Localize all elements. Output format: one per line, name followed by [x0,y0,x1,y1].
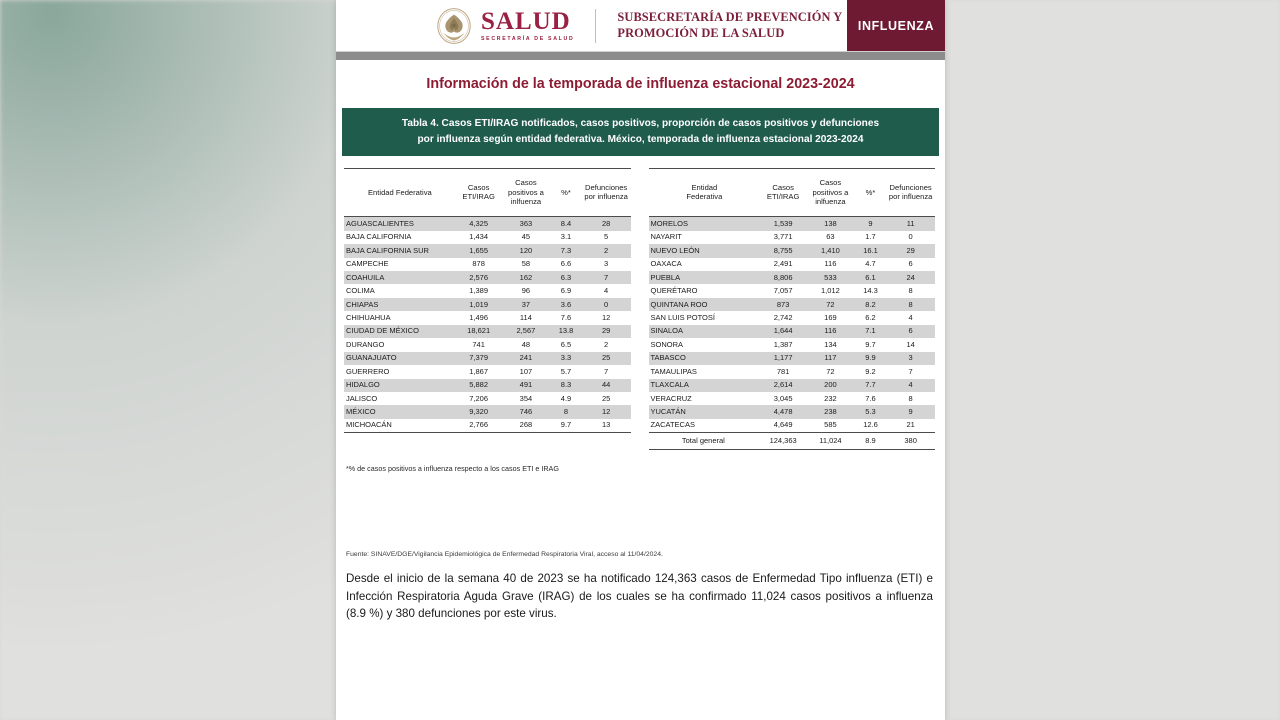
cell-defunciones: 3 [604,259,609,269]
cell-defunciones: 13 [582,419,631,433]
cell-entidad: SAN LUIS POTOSÍ [650,312,715,322]
col-header-positivos-l1: Casos [819,178,842,188]
table-row [344,311,631,324]
table-row [649,392,936,405]
table-row [649,244,936,257]
mexican-coat-of-arms-icon [436,7,472,45]
cell-casos-positivos: 58 [521,259,531,269]
cell-porcentaje: 16.1 [855,244,887,257]
cell-casos-positivos: 232 [824,393,837,403]
cell-casos-positivos: 96 [521,286,531,296]
cell-entidad: TAMAULIPAS [650,366,697,376]
cell-casos-eti-irag: 1,434 [469,232,489,242]
table-row [344,392,631,405]
cell-casos-positivos: 37 [502,298,551,311]
cell-casos-eti-irag: 5,882 [456,379,502,392]
table-header-row [649,169,936,217]
cell-porcentaje: 14.3 [863,286,878,296]
table-total-row [649,433,936,449]
cell-entidad: AGUASCALIENTES [344,217,456,231]
cell-total-casos-positivos: 11,024 [806,433,855,449]
cell-casos-positivos: 1,012 [821,286,840,296]
cell-defunciones: 29 [886,244,935,257]
cell-defunciones: 7 [604,366,609,376]
cell-total-casos-eti-irag: 124,363 [760,433,806,449]
cell-casos-positivos: 162 [502,271,551,284]
cell-entidad: HIDALGO [344,379,456,392]
cell-porcentaje: 6.1 [855,271,887,284]
col-header-positivos [806,169,855,217]
cell-porcentaje: 9.9 [855,352,887,365]
salud-brand-subtitle: SECRETARÍA DE SALUD [481,35,575,42]
table-row [344,379,631,392]
table-caption [342,108,939,156]
col-header-pct: %* [550,169,582,217]
cell-casos-eti-irag: 1,389 [469,286,489,296]
cell-defunciones: 2 [582,244,631,257]
col-header-defunciones [582,169,631,217]
cell-porcentaje: 9.2 [865,366,876,376]
cell-entidad: JALISCO [346,393,378,403]
cell-porcentaje: 5.3 [855,405,887,418]
cell-entidad: QUERÉTARO [650,286,698,296]
cell-total-defunciones: 380 [886,433,935,449]
cell-entidad: NUEVO LEÓN [649,244,761,257]
cell-entidad: CIUDAD DE MÉXICO [344,325,456,338]
cell-defunciones: 29 [582,325,631,338]
cell-entidad: QUINTANA ROO [649,298,761,311]
cell-porcentaje: 9 [855,217,887,231]
table-row [649,217,936,231]
table-row [344,284,631,297]
cell-defunciones: 7 [908,366,913,376]
col-header-positivos-l3: inlfuenza [510,197,542,207]
cell-entidad: COAHUILA [344,271,456,284]
table-row [344,244,631,257]
cell-casos-positivos: 107 [519,366,533,376]
cell-porcentaje: 3.1 [560,232,572,242]
cell-defunciones: 12 [582,405,631,418]
cell-casos-eti-irag: 7,206 [469,393,489,403]
table-row [344,352,631,365]
cell-porcentaje: 7.1 [855,325,887,338]
cell-casos-eti-irag: 878 [472,259,485,269]
cell-porcentaje: 3.6 [550,298,582,311]
cell-casos-eti-irag: 2,742 [773,312,793,322]
cell-entidad: SINALOA [649,325,761,338]
salud-brand-text: SALUD [481,7,571,35]
cell-entidad: MÉXICO [344,405,456,418]
cell-casos-positivos: 48 [521,339,531,349]
cell-casos-positivos: 354 [519,393,533,403]
cell-casos-eti-irag: 1,019 [456,298,502,311]
cell-porcentaje: 6.3 [550,271,582,284]
cell-casos-positivos: 116 [824,259,837,269]
cell-casos-eti-irag: 7,057 [773,286,793,296]
cell-entidad: DURANGO [346,339,385,349]
subsecretaria-title [617,10,842,40]
cell-defunciones: 6 [886,325,935,338]
col-header-casos [760,169,806,217]
cell-entidad: CHIHUAHUA [346,312,391,322]
cell-entidad: ZACATECAS [650,420,695,430]
cell-casos-positivos: 63 [826,232,835,242]
cell-entidad: TABASCO [649,352,761,365]
col-header-entidad-l1: Entidad [691,182,718,192]
cell-casos-positivos: 116 [806,325,855,338]
cell-porcentaje: 4.9 [560,393,572,403]
col-header-entidad: Entidad Federativa [344,169,456,217]
cell-casos-positivos: 169 [824,312,837,322]
cell-casos-positivos: 45 [521,232,531,242]
cell-defunciones: 0 [908,232,913,242]
cell-defunciones: 25 [601,393,611,403]
cell-casos-eti-irag: 4,478 [760,405,806,418]
cell-casos-eti-irag: 2,614 [760,379,806,392]
table-row [344,325,631,338]
col-header-casos-l2: ETI/IRAG [766,192,800,202]
cell-entidad: BAJA CALIFORNIA SUR [344,244,456,257]
cell-entidad: YUCATÁN [649,405,761,418]
cell-casos-eti-irag: 4,325 [456,217,502,231]
cell-casos-eti-irag: 2,766 [456,419,502,433]
cell-casos-positivos: 72 [806,298,855,311]
cell-casos-eti-irag: 3,045 [773,393,793,403]
cell-porcentaje: 4.7 [865,259,876,269]
cell-casos-positivos: 114 [519,312,532,322]
right-table-wrapper [649,168,936,449]
table-row [344,419,631,433]
cell-casos-eti-irag: 9,320 [456,405,502,418]
cell-casos-eti-irag: 741 [472,339,485,349]
cell-porcentaje: 8.2 [855,298,887,311]
cell-casos-positivos: 1,410 [806,244,855,257]
cell-casos-positivos: 134 [824,339,837,349]
cell-porcentaje: 6.5 [560,339,572,349]
cell-defunciones: 2 [604,339,609,349]
cell-entidad: MORELOS [649,217,761,231]
table-row [344,231,631,244]
table-row [344,405,631,418]
cell-entidad: CAMPECHE [346,259,389,269]
masthead [336,0,945,52]
col-header-positivos-l3: inlfuenza [815,197,846,207]
col-header-positivos-l2: positivos a [812,187,849,197]
table-row [649,325,936,338]
table-row [649,298,936,311]
left-data-table [344,168,631,433]
cell-casos-positivos: 363 [502,217,551,231]
cell-porcentaje: 7.3 [550,244,582,257]
table-row [344,338,631,351]
cell-casos-eti-irag: 4,649 [773,420,793,430]
col-header-casos-l1: Casos [772,182,794,192]
right-data-table [649,168,936,449]
table-row [649,365,936,378]
cell-casos-positivos: 268 [502,419,551,433]
cell-casos-eti-irag: 1,177 [760,352,806,365]
subsecretaria-line-2: PROMOCIÓN DE LA SALUD [617,25,785,40]
cell-entidad: TLAXCALA [649,379,761,392]
page-title: Información de la temporada de influenza estacional 2023-2024 [426,76,855,92]
cell-entidad: BAJA CALIFORNIA [346,232,412,242]
col-header-pct: %* [855,169,887,217]
col-header-defunciones-l2: por influenza [888,192,933,202]
cell-entidad: COLIMA [346,286,375,296]
cell-casos-eti-irag: 8,806 [760,271,806,284]
table-row [344,365,631,378]
salud-wordmark [481,9,574,42]
cell-porcentaje: 8.3 [550,379,582,392]
cell-casos-eti-irag: 18,621 [456,325,502,338]
cell-porcentaje: 8.4 [550,217,582,231]
table-caption-line-1: Tabla 4. Casos ETI/IRAG notificados, casos positivos, proporción de casos positivos y defunciones [401,118,880,129]
cell-porcentaje: 7.6 [865,393,876,403]
source-note: Fuente: SINAVE/DGE/Vigilancia Epidemiológica de Enfermedad Respiratoria Viral, acceso al 11/04/2024. [346,550,663,558]
table-row [344,217,631,231]
cell-casos-positivos: 2,567 [502,325,551,338]
tables-container [336,156,945,449]
cell-entidad: GUANAJUATO [344,352,456,365]
cell-casos-eti-irag: 8,755 [760,244,806,257]
header-gray-band [336,52,945,60]
table-caption-line-2: por influenza según entidad federativa. México, temporada de influenza estacional 2023-2024 [417,133,864,145]
table-row [344,258,631,271]
table-row [649,352,936,365]
cell-casos-eti-irag: 873 [760,298,806,311]
col-header-entidad-l2: Federativa [686,192,723,202]
cell-defunciones: 12 [601,312,611,322]
cell-casos-positivos: 117 [806,352,855,365]
cell-defunciones: 8 [908,286,913,296]
summary-paragraph: Desde el inicio de la semana 40 de 2023 se ha notificado 124,363 casos de Enfermedad Tipo influenza (ETI) e Infección Respiratoria Aguda Grave (IRAG) de los cuales se ha confirmado 11,024 casos positivos a influenza (8.9 %) y 380 defunciones por este virus. [346,571,933,621]
cell-casos-eti-irag: 7,379 [456,352,502,365]
cell-casos-positivos: 585 [824,420,837,430]
cell-defunciones: 21 [906,420,915,430]
cell-porcentaje: 7.6 [560,312,572,322]
table-row [344,271,631,284]
table-row [344,298,631,311]
right-table-body [649,217,936,449]
cell-defunciones: 44 [582,379,631,392]
cell-porcentaje: 3.3 [550,352,582,365]
table-row [649,405,936,418]
table-footnote: *% de casos positivos a influenza respecto a los casos ETI e IRAG [346,463,559,473]
cell-casos-eti-irag: 1,655 [456,244,502,257]
cell-defunciones: 0 [582,298,631,311]
cell-entidad: CHIAPAS [344,298,456,311]
cell-porcentaje: 6.9 [560,286,572,296]
cell-porcentaje: 8 [550,405,582,418]
document-page [336,0,945,720]
cell-casos-positivos: 200 [806,379,855,392]
cell-defunciones: 6 [908,259,913,269]
col-header-defunciones-l1: Defunciones [585,182,628,192]
table-row [649,271,936,284]
cell-defunciones: 28 [582,217,631,231]
cell-casos-positivos: 120 [502,244,551,257]
cell-casos-eti-irag: 2,491 [773,259,793,269]
brand-divider [595,9,596,43]
cell-casos-positivos: 238 [806,405,855,418]
table-header-row [344,169,631,217]
cell-defunciones: 4 [886,379,935,392]
col-header-defunciones [886,169,935,217]
subsecretaria-line-1: SUBSECRETARÍA DE PREVENCIÓN Y [617,10,843,25]
cell-porcentaje: 6.2 [865,312,876,322]
cell-defunciones: 9 [886,405,935,418]
brand-lockup [436,7,842,45]
cell-total-label: Total general [649,433,761,449]
cell-casos-positivos: 491 [502,379,551,392]
col-header-casos: Casos ETI/IRAG [456,169,502,217]
cell-porcentaje: 5.7 [560,366,572,376]
cell-entidad: MICHOACÁN [344,419,456,433]
cell-entidad: PUEBLA [649,271,761,284]
cell-casos-eti-irag: 1,496 [469,312,489,322]
cell-porcentaje: 9.7 [865,339,876,349]
cell-entidad: OAXACA [650,259,682,269]
table-row [649,379,936,392]
cell-porcentaje: 6.6 [560,259,572,269]
table-row [649,258,936,271]
cell-porcentaje: 9.7 [550,419,582,433]
col-header-defunciones-l2: por influenza [584,192,628,202]
cell-defunciones: 4 [604,286,609,296]
cell-defunciones: 8 [908,393,913,403]
table-row [649,284,936,297]
cell-entidad: GUERRERO [346,366,390,376]
cell-casos-eti-irag: 1,867 [469,366,489,376]
col-header-positivos-l2: positivos a [507,187,544,197]
cell-defunciones: 25 [582,352,631,365]
left-table-wrapper [344,168,631,449]
table-row [649,419,936,433]
cell-casos-eti-irag: 1,539 [760,217,806,231]
cell-defunciones: 24 [886,271,935,284]
cell-entidad: SONORA [650,339,684,349]
col-header-positivos [502,169,551,217]
cell-casos-eti-irag: 3,771 [773,232,793,242]
cell-casos-positivos: 533 [806,271,855,284]
cell-casos-eti-irag: 1,387 [773,339,793,349]
influenza-badge: INFLUENZA [847,0,945,51]
cell-defunciones: 3 [886,352,935,365]
table-row [649,311,936,324]
cell-entidad: NAYARIT [650,232,682,242]
cell-porcentaje: 12.6 [863,420,878,430]
table-row [649,231,936,244]
col-header-positivos-l1: Casos [515,178,537,188]
cell-total-porcentaje: 8.9 [855,433,887,449]
cell-casos-eti-irag: 2,576 [456,271,502,284]
cell-casos-positivos: 241 [502,352,551,365]
cell-porcentaje: 7.7 [855,379,887,392]
cell-defunciones: 5 [604,232,609,242]
col-header-entidad [649,169,761,217]
col-header-defunciones-l1: Defunciones [889,182,932,192]
cell-defunciones: 8 [886,298,935,311]
cell-casos-eti-irag: 781 [776,366,790,376]
cell-defunciones: 7 [582,271,631,284]
cell-porcentaje: 13.8 [550,325,582,338]
cell-casos-positivos: 72 [826,366,835,376]
cell-entidad: VERACRUZ [650,393,692,403]
cell-defunciones: 11 [886,217,935,231]
cell-defunciones: 14 [906,339,915,349]
cell-casos-positivos: 138 [806,217,855,231]
table-row [649,338,936,351]
left-table-body [344,217,631,433]
cell-defunciones: 4 [908,312,913,322]
cell-casos-positivos: 746 [502,405,551,418]
cell-casos-eti-irag: 1,644 [760,325,806,338]
cell-porcentaje: 1.7 [865,232,876,242]
